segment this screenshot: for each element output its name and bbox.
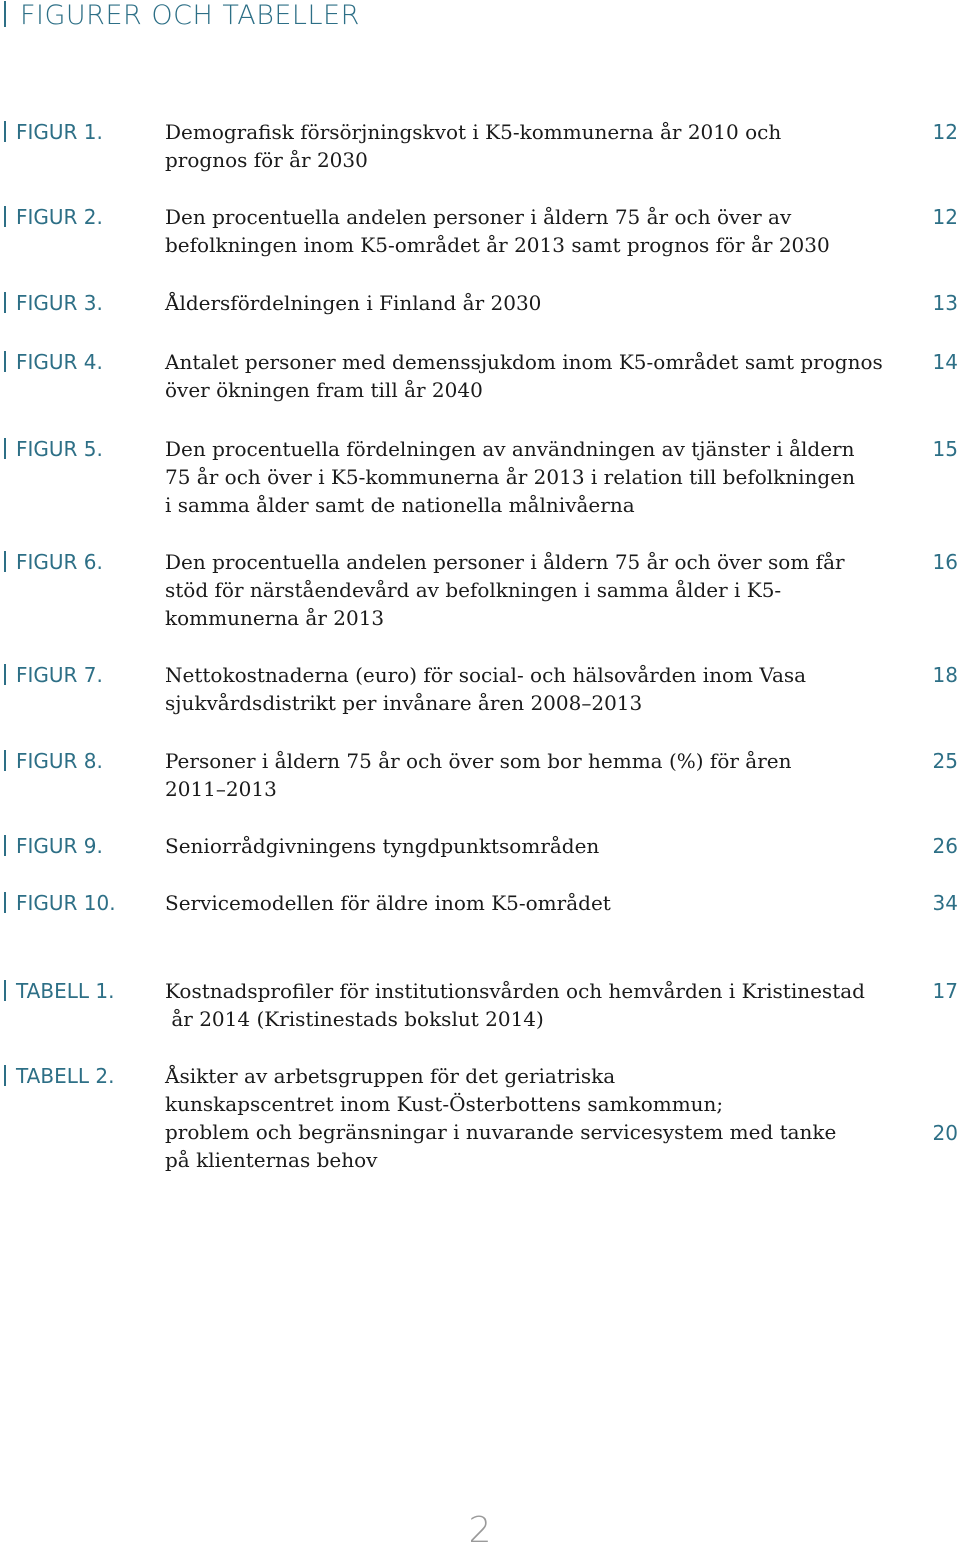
entry-label: FIGUR 1. xyxy=(4,118,103,146)
label-bar-divider xyxy=(4,551,6,572)
label-bar-divider xyxy=(4,980,6,1001)
entry-title-line: 2011–2013 xyxy=(165,777,277,801)
entry-title xyxy=(165,203,895,259)
entry-title-line: i samma ålder samt de nationella målnivåerna xyxy=(165,493,635,517)
label-bar-divider xyxy=(4,351,6,372)
entry-label: FIGUR 10. xyxy=(4,889,116,917)
entry-title-line: problem och begränsningar i nuvarande servicesystem med tanke xyxy=(165,1120,837,1144)
label-bar-divider xyxy=(4,292,6,313)
entry-title-line: Servicemodellen för äldre inom K5-området xyxy=(165,891,611,915)
entry-page-number: 15 xyxy=(932,437,958,461)
entry-page-number: 12 xyxy=(932,120,958,144)
entry-page-number: 13 xyxy=(932,291,958,315)
entry-title-line: år 2014 (Kristinestads bokslut 2014) xyxy=(165,1007,544,1031)
entry-title xyxy=(165,747,895,803)
entry-title-line: Den procentuella fördelningen av användningen av tjänster i åldern xyxy=(165,437,855,461)
entry-page-number: 16 xyxy=(932,550,958,574)
entry-title-line: sjukvårdsdistrikt per invånare åren 2008–2013 xyxy=(165,691,643,715)
entry-label: FIGUR 7. xyxy=(4,661,103,689)
entry-title-line: Antalet personer med demenssjukdom inom K5-området samt prognos xyxy=(165,350,883,374)
label-bar-divider xyxy=(4,206,6,227)
label-bar-divider xyxy=(4,121,6,142)
entry-title-line: prognos för år 2030 xyxy=(165,148,368,172)
entry-title xyxy=(165,889,895,917)
entry-title-line: Seniorrådgivningens tyngdpunktsområden xyxy=(165,834,600,858)
entry-title xyxy=(165,661,895,717)
entry-title xyxy=(165,977,895,1033)
entry-title-line: Demografisk försörjningskvot i K5-kommunerna år 2010 och xyxy=(165,120,782,144)
entry-label: FIGUR 8. xyxy=(4,747,103,775)
entry-label: FIGUR 2. xyxy=(4,203,103,231)
label-bar-divider xyxy=(4,438,6,459)
label-bar-divider xyxy=(4,750,6,771)
entry-title-line: Åldersfördelningen i Finland år 2030 xyxy=(165,291,542,315)
label-bar-divider xyxy=(4,892,6,913)
entry-title xyxy=(165,289,895,317)
entry-label: FIGUR 9. xyxy=(4,832,103,860)
entry-label: TABELL 2. xyxy=(4,1062,114,1090)
heading-bar-divider xyxy=(4,1,6,27)
entry-title-line: Personer i åldern 75 år och över som bor hemma (%) för åren xyxy=(165,749,792,773)
entry-label: TABELL 1. xyxy=(4,977,114,1005)
entry-title xyxy=(165,832,895,860)
entry-page-number: 20 xyxy=(932,1121,958,1145)
entry-title-line: Nettokostnaderna (euro) för social- och hälsovården inom Vasa xyxy=(165,663,807,687)
label-bar-divider xyxy=(4,835,6,856)
entry-page-number: 14 xyxy=(932,350,958,374)
entry-title-line: befolkningen inom K5-området år 2013 samt prognos för år 2030 xyxy=(165,233,830,257)
entry-page-number: 34 xyxy=(932,891,958,915)
label-bar-divider xyxy=(4,1065,6,1086)
entry-title xyxy=(165,348,895,404)
page-title-text: FIGURER OCH TABELLER xyxy=(20,0,360,31)
entry-page-number: 25 xyxy=(932,749,958,773)
label-bar-divider xyxy=(4,664,6,685)
entry-title xyxy=(165,1062,895,1174)
entry-label: FIGUR 5. xyxy=(4,435,103,463)
entry-title-line: Den procentuella andelen personer i åldern 75 år och över av xyxy=(165,205,792,229)
entry-title-line: kommunerna år 2013 xyxy=(165,606,385,630)
entry-label: FIGUR 3. xyxy=(4,289,103,317)
entry-title-line: Kostnadsprofiler för institutionsvården och hemvården i Kristinestad xyxy=(165,979,865,1003)
entry-title-line: Den procentuella andelen personer i åldern 75 år och över som får xyxy=(165,550,845,574)
entry-title xyxy=(165,118,895,174)
entry-page-number: 17 xyxy=(932,979,958,1003)
entry-title xyxy=(165,435,895,519)
entry-title-line: stöd för närståendevård av befolkningen i samma ålder i K5- xyxy=(165,578,782,602)
entry-title-line: kunskapscentret inom Kust-Österbottens samkommun; xyxy=(165,1092,724,1116)
entry-title-line: på klienternas behov xyxy=(165,1148,378,1172)
entry-title-line: 75 år och över i K5-kommunerna år 2013 i relation till befolkningen xyxy=(165,465,855,489)
entry-page-number: 18 xyxy=(932,663,958,687)
entry-title xyxy=(165,548,895,632)
entry-label: FIGUR 6. xyxy=(4,548,103,576)
entry-page-number: 12 xyxy=(932,205,958,229)
entry-label: FIGUR 4. xyxy=(4,348,103,376)
page-title xyxy=(4,0,360,31)
entry-page-number: 26 xyxy=(932,834,958,858)
entry-title-line: Åsikter av arbetsgruppen för det geriatriska xyxy=(165,1064,616,1088)
page-number-footer: 2 xyxy=(468,1510,492,1551)
entry-title-line: över ökningen fram till år 2040 xyxy=(165,378,483,402)
